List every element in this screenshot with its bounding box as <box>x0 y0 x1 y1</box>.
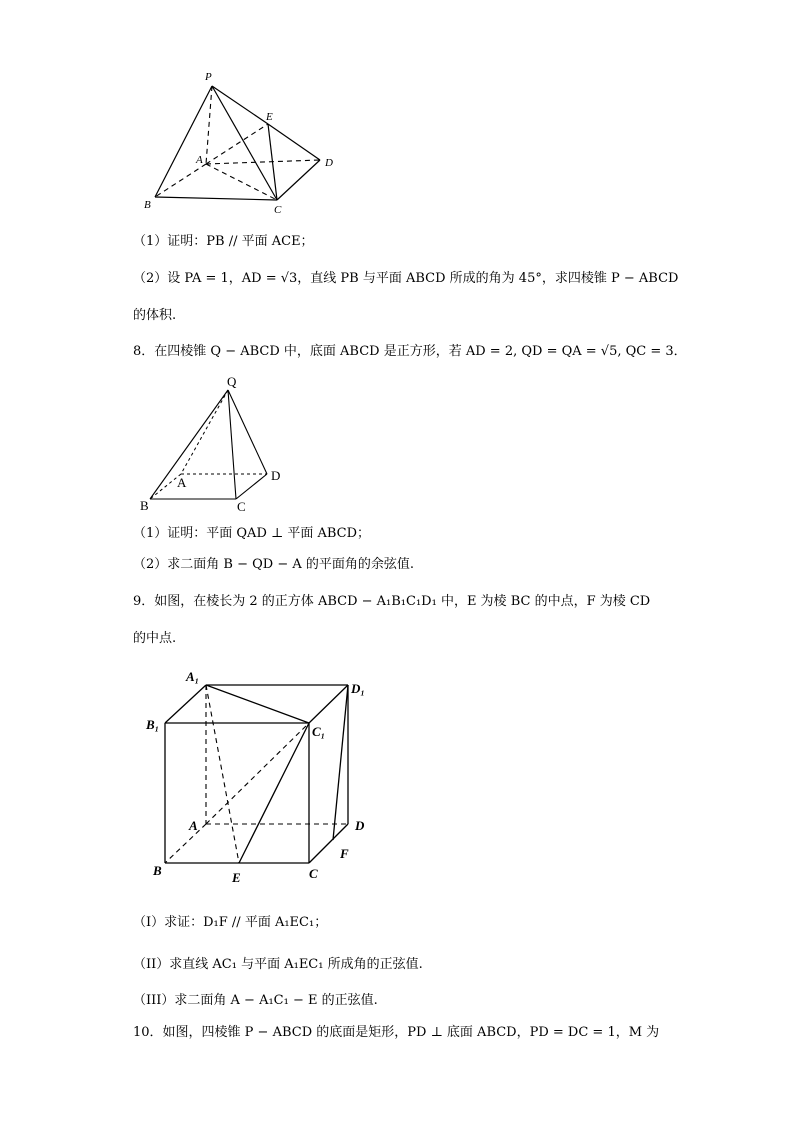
edge-qc <box>228 390 236 499</box>
label-c2: C <box>237 499 246 514</box>
label-a: A <box>196 154 203 166</box>
edge-pa <box>206 86 212 164</box>
q9-part2: （II）求直线 AC₁ 与平面 A₁EC₁ 所成角的正弦值. <box>133 957 423 972</box>
edge-a1b1 <box>165 685 206 723</box>
edge-pc <box>212 86 277 200</box>
label-a1: A₁ <box>186 669 200 684</box>
q9-stem-cont: 的中点. <box>133 631 177 646</box>
edge-a1c1 <box>206 685 309 723</box>
label-b2: B <box>140 498 149 513</box>
edge-cd2 <box>236 474 267 499</box>
edge-c1d1 <box>309 685 348 723</box>
edge-ad <box>206 160 320 164</box>
edge-qd <box>228 390 267 474</box>
q7-part2: （2）设 PA = 1，AD = √3，直线 PB 与平面 ABCD 所成的角为 45°，求四棱锥 P − ABCD <box>133 271 679 286</box>
edge-ab3 <box>165 824 206 863</box>
label-e3: E <box>232 870 241 885</box>
label-p: P <box>205 71 212 83</box>
label-a2: A <box>177 475 187 490</box>
edge-cd <box>277 160 320 200</box>
figure-pyramid-qabcd <box>150 390 267 499</box>
edge-qb <box>150 390 228 499</box>
label-e: E <box>266 111 273 123</box>
edge-ab <box>155 164 206 197</box>
edge-ac1 <box>206 723 309 824</box>
q10-stem: 10．如图，四棱锥 P − ABCD 的底面是矩形，PD ⊥ 底面 ABCD，PD = DC = 1，M 为 <box>133 1025 660 1040</box>
q8-part1: （1）证明：平面 QAD ⊥ 平面 ABCD； <box>133 526 371 541</box>
label-b1: B₁ <box>146 717 160 732</box>
label-b: B <box>144 199 151 211</box>
label-a3: A <box>189 818 198 833</box>
q8-stem: 8．在四棱锥 Q − ABCD 中，底面 ABCD 是正方形，若 AD = 2, QD = QA = √5, QC = 3． <box>133 344 687 359</box>
label-c3: C <box>309 866 318 881</box>
edge-ed <box>268 124 320 160</box>
edge-bc <box>155 197 277 200</box>
label-c1: C₁ <box>312 724 326 739</box>
label-f: F <box>340 846 349 861</box>
label-q: Q <box>227 374 237 389</box>
q9-part1: （I）求证：D₁F // 平面 A₁EC₁； <box>133 915 328 930</box>
label-d3: D <box>355 818 365 833</box>
edge-pb <box>155 86 212 197</box>
q7-part2-cont: 的体积. <box>133 308 177 323</box>
label-d2: D <box>271 468 281 483</box>
q9-part3: （III）求二面角 A − A₁C₁ − E 的正弦值. <box>133 993 378 1008</box>
edge-pe <box>212 86 268 124</box>
q8-part2: （2）求二面角 B − QD − A 的平面角的余弦值. <box>133 557 415 572</box>
label-b3: B <box>153 863 162 878</box>
label-c: C <box>274 204 282 216</box>
edge-a1e <box>206 685 239 863</box>
label-d: D <box>325 157 333 169</box>
edge-d1f <box>333 685 348 840</box>
q7-part1: （1）证明：PB // 平面 ACE； <box>133 234 314 249</box>
label-d1: D₁ <box>351 681 365 696</box>
edge-qa <box>181 390 228 474</box>
q9-stem: 9．如图，在棱长为 2 的正方体 ABCD − A₁B₁C₁D₁ 中，E 为棱 BC 的中点，F 为棱 CD <box>133 594 651 609</box>
edge-c1e <box>239 723 309 863</box>
